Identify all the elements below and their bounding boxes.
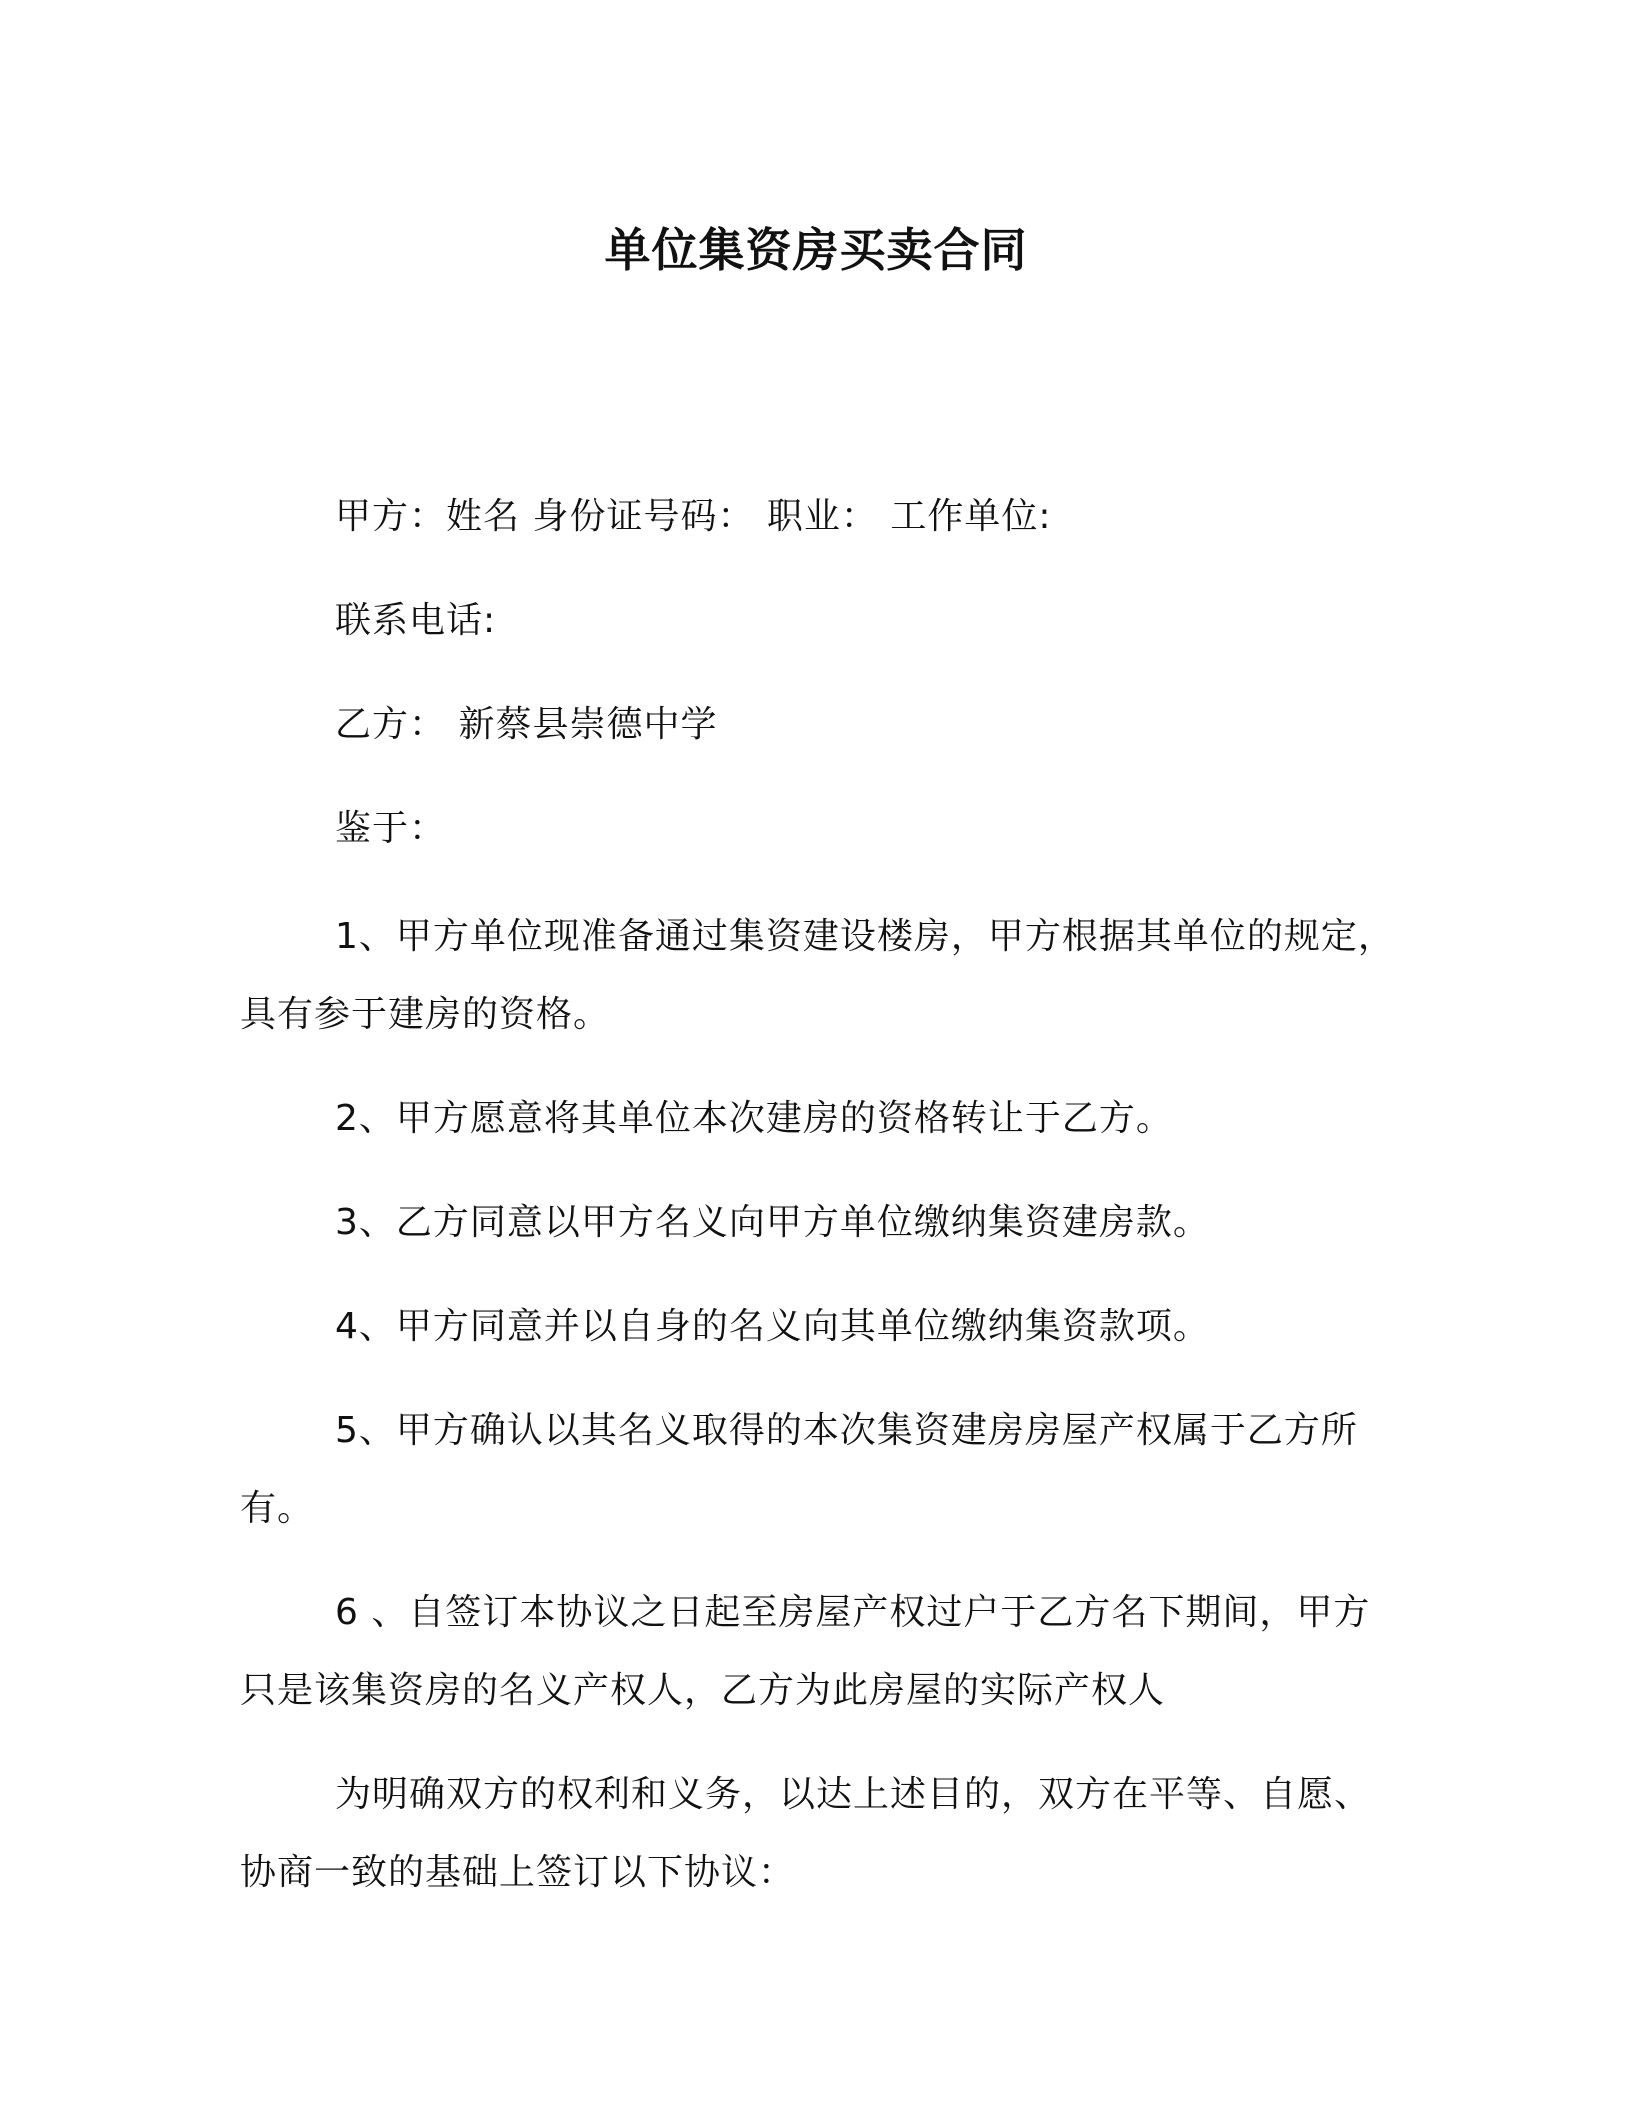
party-a-line: 甲方：姓名 身份证号码： 职业： 工作单位: — [335, 496, 1052, 537]
clause-5-line-1: 5、甲方确认以其名义取得的本次集资建房房屋产权属于乙方所 — [335, 1410, 1358, 1451]
clause-2: 2、甲方愿意将其单位本次建房的资格转让于乙方。 — [335, 1098, 1173, 1139]
clause-5-line-2: 有。 — [240, 1488, 315, 1529]
phone-line: 联系电话: — [335, 600, 497, 641]
document-title: 单位集资房买卖合同 — [604, 223, 1028, 277]
clause-6-line-1: 6 、自签订本协议之日起至房屋产权过户于乙方名下期间，甲方 — [335, 1592, 1371, 1633]
clause-4: 4、甲方同意并以自身的名义向其单位缴纳集资款项。 — [335, 1306, 1210, 1347]
clause-3: 3、乙方同意以甲方名义向甲方单位缴纳集资建房款。 — [335, 1202, 1210, 1243]
clause-1-line-1: 1、甲方单位现准备通过集资建设楼房，甲方根据其单位的规定， — [335, 916, 1395, 957]
closing-line-2: 协商一致的基础上签订以下协议： — [240, 1852, 796, 1893]
closing-line-1: 为明确双方的权利和义务，以达上述目的，双方在平等、自愿、 — [335, 1774, 1372, 1815]
clause-1-line-2: 具有参于建房的资格。 — [240, 994, 611, 1035]
clause-6-line-2: 只是该集资房的名义产权人，乙方为此房屋的实际产权人 — [240, 1670, 1166, 1711]
whereas-line: 鉴于： — [335, 808, 447, 849]
party-b-line: 乙方： 新蔡县崇德中学 — [335, 704, 718, 745]
